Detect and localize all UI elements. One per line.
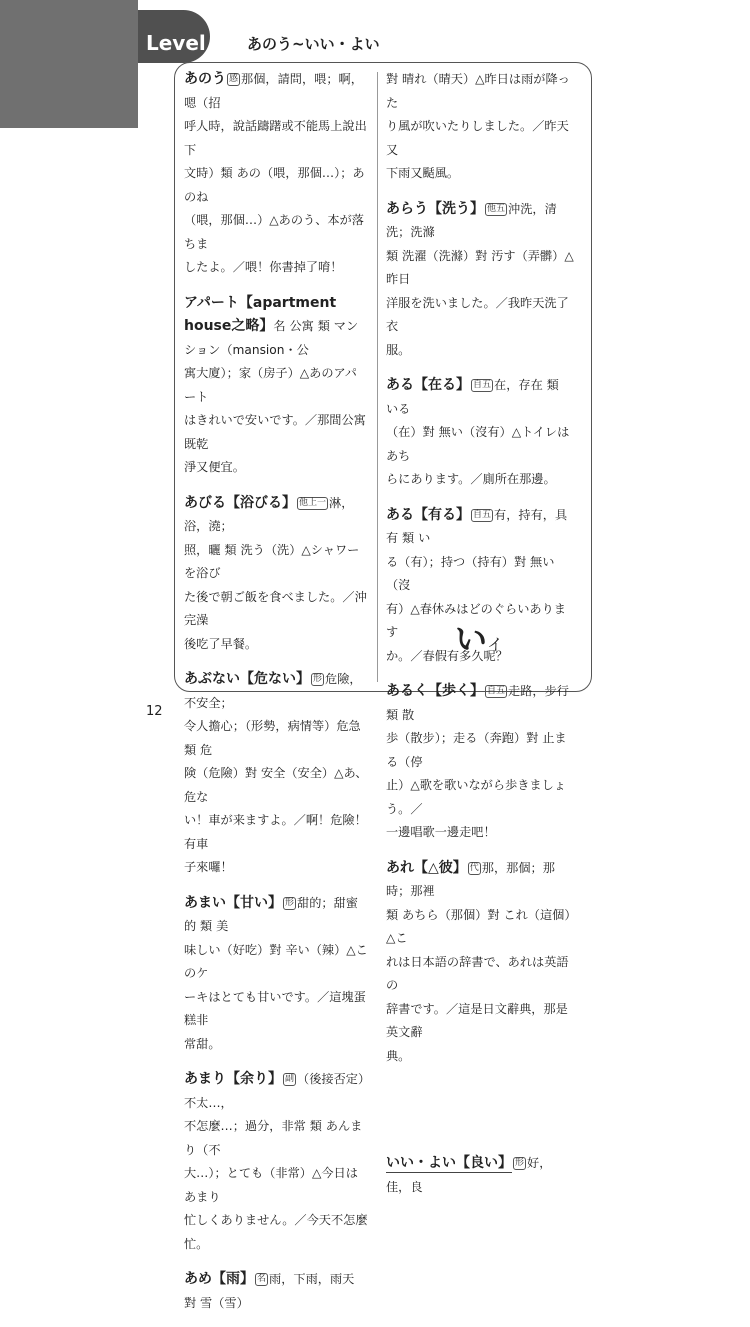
entry-text: 在，存在 類 いる	[386, 378, 559, 416]
entry-text: 服。	[386, 342, 411, 357]
entry-line	[386, 198, 574, 245]
entry-text: 止）△歌を歌いながら歩きましょう。／	[386, 778, 566, 816]
entry-line	[184, 1268, 368, 1315]
entry-text: 文時）類 あの（喂，那個…）；あのね	[184, 166, 365, 204]
entry-text: （喂，那個…）△あのう、本が落ちま	[184, 213, 364, 251]
entry-text: 沖洗，清洗；洗滌	[386, 201, 557, 239]
entry-text: 常甜。	[184, 1036, 221, 1051]
entry-line	[386, 551, 574, 598]
entry-line	[184, 456, 368, 480]
entry-line	[184, 986, 368, 1033]
entry-text: らにあります。／廁所在那邊。	[386, 472, 556, 486]
spacer	[386, 1080, 574, 1152]
entry-line	[184, 68, 368, 115]
entry-line	[386, 951, 574, 998]
entry-line	[386, 857, 574, 904]
entry-text: 後吃了早餐。	[184, 636, 258, 651]
pos-tag-icon: 副	[285, 1074, 295, 1084]
entry-text: 好，佳，良	[386, 1156, 552, 1194]
entry-line	[184, 256, 368, 280]
entry-text: 對 晴れ（晴天）△昨日は雨が降った	[386, 72, 570, 110]
entry-headword: あめ【雨】	[184, 1271, 254, 1287]
entry-line	[184, 586, 368, 633]
entry-line	[386, 115, 574, 162]
pos-tag-icon: 他上一	[299, 497, 327, 508]
entry-text: か。／春假有多久呢？	[386, 648, 508, 663]
dictionary-entry	[184, 492, 368, 657]
entry-text: る（有）；持つ（持有）對 無い（沒	[386, 554, 555, 592]
entry-line	[184, 668, 368, 715]
entry-line	[386, 162, 574, 186]
pos-tag-icon: 形	[313, 674, 323, 684]
dictionary-entry	[184, 892, 368, 1057]
pos-tag-icon: 他五	[487, 203, 506, 214]
entry-headword: あらう【洗う】	[386, 200, 484, 217]
entry-line	[386, 727, 574, 774]
level-tab-block	[0, 0, 138, 128]
dictionary-entry	[184, 668, 368, 880]
pos-tag-icon: 自五	[473, 509, 492, 520]
entry-text: 照，曬 類 洗う（洗）△シャワーを浴び	[184, 542, 360, 580]
entry-text: 下雨又颳風。	[386, 166, 460, 180]
entry-text: （後接否定）不太…，	[184, 1072, 365, 1110]
entry-text: 淨又便宜。	[184, 460, 245, 474]
dictionary-entry	[184, 68, 368, 280]
section-heading	[455, 614, 503, 660]
entry-headword: あのう	[184, 71, 226, 87]
entry-line	[184, 1068, 368, 1115]
dictionary-entry	[386, 857, 574, 1069]
entry-line	[184, 362, 368, 409]
entry-line	[386, 774, 574, 821]
entry-line	[184, 715, 368, 762]
page-number: 12	[146, 704, 163, 719]
entry-text: 類 洗濯（洗滌）對 汚す（弄髒）△昨日	[386, 248, 574, 286]
entry-text: 不怎麼…；過分，非常 類 あんまり（不	[184, 1119, 363, 1157]
pos-tag-icon: 形	[515, 1158, 525, 1168]
dictionary-entry	[386, 680, 574, 845]
entry-line	[184, 1209, 368, 1256]
entry-headword: アパート【apartment house之略】	[184, 294, 337, 334]
entry-line	[386, 904, 574, 951]
entry-text: 那，那個；那時；那裡	[386, 860, 555, 898]
entry-text: 甜的；甜蜜的 類 美	[184, 895, 358, 933]
entry-line	[184, 762, 368, 809]
entry-text: 辞書です。／這是日文辭典，那是英文辭	[386, 1001, 568, 1039]
entry-text: 雨，下雨，雨天 對 雪（雪）	[184, 1272, 355, 1310]
entry-text: 類 あちら（那個）對 これ（這個）△こ	[386, 907, 571, 945]
entry-line	[184, 633, 368, 657]
level-number: 05	[212, 31, 241, 55]
entry-text: 呼人時，說話躊躇或不能馬上說出下	[184, 119, 367, 157]
entry-text: 令人擔心；（形勢，病情等）危急 類 危	[184, 719, 361, 757]
entry-text: た後で朝ご飯を食べました。／沖完澡	[184, 589, 367, 627]
page-title: あのう~いい・よい	[247, 35, 380, 53]
entry-text: い！車が来ますよ。／啊！危險！有車	[184, 813, 367, 851]
pos-tag-icon: 感	[229, 74, 239, 84]
entry-text: 有，持有，具有 類 い	[386, 507, 568, 545]
entry-line	[184, 162, 368, 209]
dictionary-entry	[184, 292, 368, 480]
entry-text: 険（危險）對 安全（安全）△あ、危な	[184, 766, 368, 804]
entry-line	[184, 409, 368, 456]
pos-tag-icon: 自五	[487, 686, 506, 696]
entry-text: 淋，浴，澆；	[184, 495, 354, 533]
entry-headword: ある【有る】	[386, 506, 470, 523]
entry-headword: あるく【歩く】	[386, 683, 484, 699]
entry-line	[184, 1162, 368, 1209]
level-label	[146, 31, 241, 55]
entry-line	[184, 1115, 368, 1162]
entry-text: 名 公寓 類 マンション（mansion・公	[184, 319, 359, 357]
entry-line	[386, 339, 574, 363]
pos-tag-icon: 形	[285, 897, 295, 908]
entry-headword: あぶない【危ない】	[184, 671, 310, 687]
entry-text: 大…）；とても（非常）△今日はあまり	[184, 1166, 358, 1204]
dictionary-entry	[386, 374, 574, 492]
entry-headword: あまり【余り】	[184, 1071, 282, 1087]
entry-line	[386, 998, 574, 1045]
entry-text: り風が吹いたりしました。／昨天又	[386, 119, 569, 157]
column-divider	[377, 72, 378, 682]
entry-text: 歩（散步）；走る（奔跑）對 止まる（停	[386, 731, 567, 769]
pos-tag-icon: 名	[257, 1274, 267, 1284]
entry-line	[184, 892, 368, 939]
entry-text: したよ。／喂！你書掉了唷！	[184, 260, 343, 274]
dictionary-entry	[386, 1152, 574, 1199]
entry-headword: いい・よい【良い】	[386, 1155, 512, 1171]
entry-line	[386, 292, 574, 339]
entry-line	[184, 115, 368, 162]
entry-text: はきれいで安いです。／那間公寓既乾	[184, 413, 366, 451]
entry-text: 一邊唱歌一邊走吧！	[386, 825, 496, 839]
dictionary-entry	[184, 1068, 368, 1256]
dictionary-entry	[184, 1268, 368, 1315]
level-word: Level	[146, 31, 206, 55]
entry-line	[184, 492, 368, 539]
entry-line	[386, 821, 574, 845]
entry-line	[184, 539, 368, 586]
entry-headword: ある【在る】	[386, 377, 470, 393]
entry-headword: あれ【△彼】	[386, 859, 467, 876]
entry-text: 忙しくありません。／今天不怎麼忙。	[184, 1213, 368, 1251]
entry-text: 典。	[386, 1048, 411, 1063]
entry-text: 寓大廈）；家（房子）△あのアパート	[184, 366, 357, 404]
entry-line	[386, 468, 574, 492]
dictionary-entry	[386, 68, 574, 186]
entry-text: 有）△春休みはどのぐらいあります	[386, 601, 566, 639]
entry-line	[386, 1152, 574, 1199]
entry-line	[386, 680, 574, 727]
entry-line	[386, 68, 574, 115]
entry-headword: あまい【甘い】	[184, 894, 282, 911]
pos-tag-icon: 自五	[473, 380, 492, 390]
left-column	[184, 68, 368, 1327]
section-heading-small: イ	[487, 635, 504, 654]
pos-tag-icon: 代	[469, 862, 479, 873]
entry-line	[386, 421, 574, 468]
dictionary-entry	[386, 198, 574, 363]
entry-text: 走路，步行 類 散	[386, 684, 569, 722]
entry-line	[184, 856, 368, 880]
entry-text: 那個，請問，喂；啊，嗯（招	[184, 72, 363, 110]
entry-text: 子來囉！	[184, 860, 233, 874]
entry-text: （在）對 無い（沒有）△トイレはあち	[386, 425, 570, 463]
entry-line	[386, 504, 574, 551]
entry-line	[184, 939, 368, 986]
entry-line	[386, 1045, 574, 1069]
entry-text: 洋服を洗いました。／我昨天洗了衣	[386, 295, 569, 333]
entry-text: ーキはとても甘いです。／這塊蛋糕非	[184, 989, 366, 1027]
section-heading-kana: い	[455, 620, 488, 658]
entry-line	[184, 809, 368, 856]
entry-line	[184, 209, 368, 256]
entry-headword: あびる【浴びる】	[184, 494, 296, 511]
entry-text: 危險，不安全；	[184, 672, 362, 710]
entry-text: れは日本語の辞書で、あれは英語の	[386, 954, 569, 992]
entry-line	[386, 245, 574, 292]
entry-text: 味しい（好吃）對 辛い（辣）△このケ	[184, 942, 368, 980]
entry-line	[184, 292, 368, 363]
entry-line	[386, 374, 574, 421]
entry-line	[184, 1033, 368, 1057]
